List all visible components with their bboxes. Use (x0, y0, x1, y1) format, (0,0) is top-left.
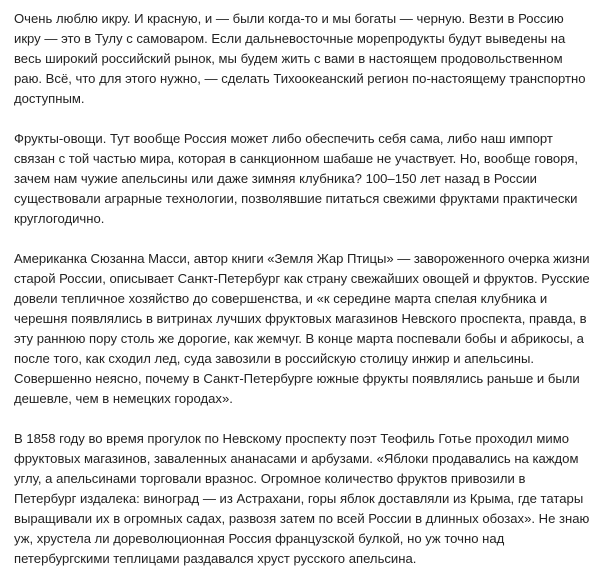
text-line (14, 89, 590, 109)
highlighted-text: круглогодично. (14, 211, 105, 226)
paragraph-fruits (14, 129, 590, 229)
text-line (14, 189, 590, 209)
text-line (14, 369, 590, 389)
text-line (14, 69, 590, 89)
text-line (14, 249, 590, 269)
paragraph-massie (14, 249, 590, 409)
text-run: углу, а апельсинами торговали вразнос. Огромное количество фруктов привозили в (14, 471, 526, 486)
text-run: черешня появлялись в витринах лучших фруктовых магазинов Невского проспекта, правда, в (14, 311, 587, 326)
text-line (14, 449, 590, 469)
text-line (14, 489, 590, 509)
highlighted-text: существовали аграрные технологии, позволявшие питаться свежими фруктами практически (14, 191, 578, 206)
text-line (14, 509, 590, 529)
text-line (14, 309, 590, 329)
text-line (14, 529, 590, 549)
text-run: зачем нам чужие апельсины или даже зимняя клубника? (14, 171, 366, 186)
text-run: икру — это в Тулу с самоваром. Если дальневосточные морепродукты будут выведены на (14, 31, 566, 46)
text-line (14, 169, 590, 189)
paragraph-gautier (14, 429, 590, 569)
text-run: Американка Сюзанна Масси, автор книги «Земля Жар Птицы» — завороженного очерка жизни (14, 251, 590, 266)
text-line (14, 349, 590, 369)
text-line (14, 289, 590, 309)
text-line (14, 269, 590, 289)
text-run: доступным. (14, 91, 85, 106)
text-line (14, 29, 590, 49)
text-run: связан с той частью мира, которая в санкционном шабаше не участвует. Но, вообще говоря, (14, 151, 579, 166)
text-run: Петербург издалека: виноград — из Астрахани, горы яблок доставляли из Крыма, где татары (14, 491, 584, 506)
highlighted-text: Не знаю (538, 511, 590, 526)
text-line (14, 429, 590, 449)
text-run: дешевле, чем в немецких городах». (14, 391, 233, 406)
text-line (14, 549, 590, 569)
text-line (14, 49, 590, 69)
text-line (14, 129, 590, 149)
text-line (14, 209, 590, 229)
highlighted-text: Русские (541, 271, 590, 286)
text-run: выращивали их в огромных садах, развозя затем по всей России в длинных обозах». (14, 511, 539, 526)
highlighted-text: уж, хрустела ли дореволюционная Россия французской булкой, но уж точно над (14, 531, 505, 546)
text-line (14, 9, 590, 29)
text-line (14, 389, 590, 409)
highlighted-text: 100–150 лет назад в России (365, 171, 537, 186)
highlighted-text: довели тепличное хозяйство до совершенства (14, 291, 299, 306)
text-run: фруктовых магазинов, заваленных ананасами и арбузами. «Яблоки продавались на каждом (14, 451, 579, 466)
text-run: старой России, описывает Санкт-Петербург как страну свежайших овощей и фруктов. (14, 271, 542, 286)
text-line (14, 149, 590, 169)
text-run: Фрукты-овощи. Тут вообще Россия может либо обеспечить себя сама, либо наш импорт (14, 131, 553, 146)
text-line (14, 469, 590, 489)
text-run: весь широкий российский рынок, мы будем жить с вами в настоящем продовольственном (14, 51, 563, 66)
highlighted-text: петербургскими теплицами раздавался хруст русского апельсина. (14, 551, 417, 566)
text-run: эту раннюю пору столь же дорогие, как жемчуг. В конце марта поспевали бобы и абрикосы, а (14, 331, 584, 346)
text-run: после того, как сходил лед, суда завозили в российскую столицу инжир и апельсины. (14, 351, 535, 366)
text-line (14, 329, 590, 349)
paragraph-caviar (14, 9, 590, 109)
text-run: раю. Всё, что для этого нужно, — сделать Тихоокеанский регион по-настоящему транспортно (14, 71, 586, 86)
text-run: Очень люблю икру. И красную, и — были когда-то и мы богаты — черную. Везти в Россию (14, 11, 564, 26)
text-run: , и «к середине марта спелая клубника и (298, 291, 548, 306)
text-run: В 1858 году во время прогулок по Невскому проспекту поэт Теофиль Готье проходил мимо (14, 431, 570, 446)
text-run: Совершенно неясно, почему в Санкт-Петербурге южные фрукты появлялись раньше и были (14, 371, 580, 386)
